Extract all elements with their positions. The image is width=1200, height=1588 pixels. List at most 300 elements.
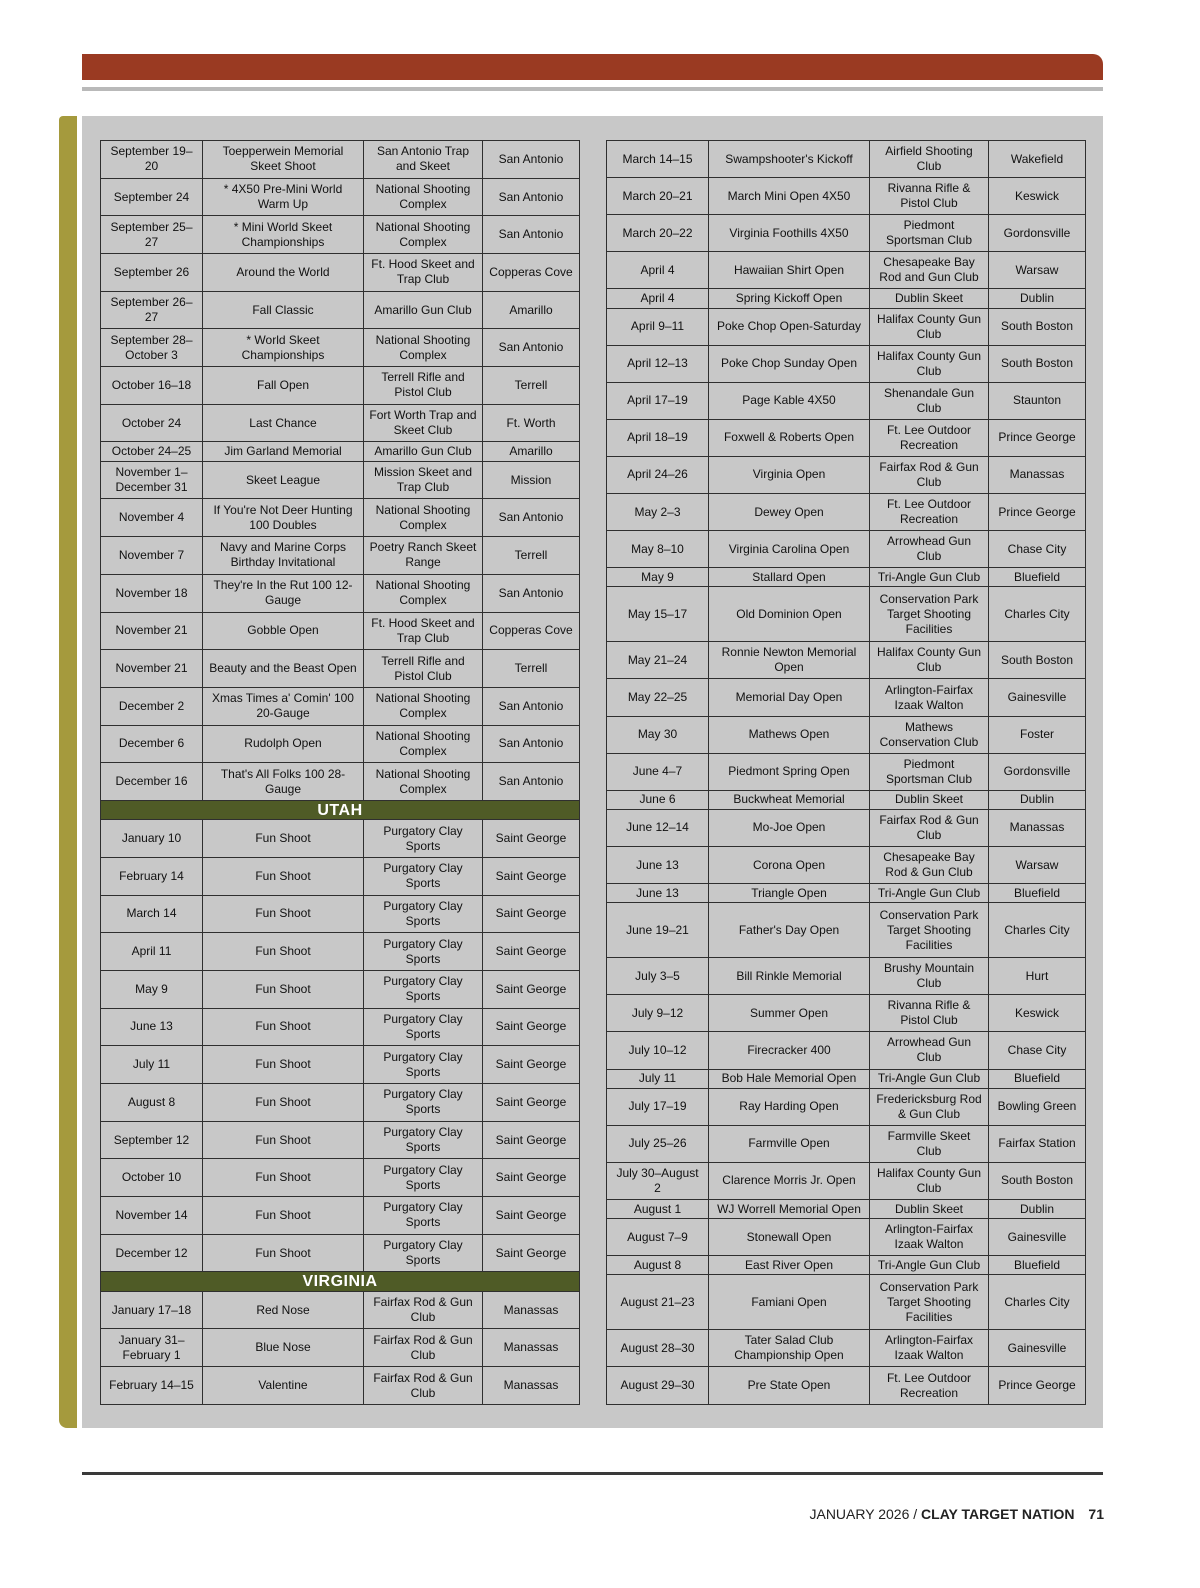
event-date-cell: July 11	[607, 1069, 709, 1088]
event-date-cell: July 3–5	[607, 958, 709, 995]
header-rule	[82, 87, 1103, 91]
schedule-table-left	[100, 140, 580, 1405]
event-event-cell: Fun Shoot	[203, 1197, 364, 1235]
publication-name: CLAY TARGET NATION	[921, 1506, 1075, 1522]
event-city-cell: Warsaw	[989, 846, 1086, 883]
event-club-cell: Purgatory Clay Sports	[364, 1197, 483, 1235]
event-event-cell: Navy and Marine Corps Birthday Invitational	[203, 537, 364, 575]
event-date-cell: April 4	[607, 289, 709, 308]
event-event-cell: Page Kable 4X50	[709, 382, 870, 419]
event-club-cell: Fairfax Rod & Gun Club	[364, 1367, 483, 1405]
event-club-cell: Fairfax Rod & Gun Club	[870, 809, 989, 846]
event-event-cell: Old Dominion Open	[709, 587, 870, 642]
event-club-cell: Halifax County Gun Club	[870, 1162, 989, 1199]
event-club-cell: Purgatory Clay Sports	[364, 1159, 483, 1197]
event-row	[101, 499, 580, 537]
event-row	[101, 933, 580, 971]
event-row	[101, 1008, 580, 1046]
event-event-cell: They're In the Rut 100 12-Gauge	[203, 574, 364, 612]
event-city-cell: Amarillo	[483, 442, 580, 461]
event-club-cell: Piedmont Sportsman Club	[870, 753, 989, 790]
event-club-cell: Chesapeake Bay Rod & Gun Club	[870, 846, 989, 883]
event-date-cell: June 6	[607, 790, 709, 809]
event-event-cell: Fun Shoot	[203, 1159, 364, 1197]
event-row	[607, 456, 1086, 493]
event-row	[607, 1256, 1086, 1275]
event-city-cell: Fairfax Station	[989, 1125, 1086, 1162]
event-row	[101, 329, 580, 367]
event-event-cell: Farmville Open	[709, 1125, 870, 1162]
event-date-cell: March 14	[101, 895, 203, 933]
event-event-cell: Blue Nose	[203, 1329, 364, 1367]
event-club-cell: Fairfax Rod & Gun Club	[364, 1291, 483, 1329]
event-event-cell: Bill Rinkle Memorial	[709, 958, 870, 995]
event-row	[101, 650, 580, 688]
event-city-cell: Copperas Cove	[483, 612, 580, 650]
event-city-cell: Dublin	[989, 1199, 1086, 1218]
event-event-cell: Stonewall Open	[709, 1219, 870, 1256]
event-city-cell: South Boston	[989, 642, 1086, 679]
event-event-cell: Virginia Carolina Open	[709, 531, 870, 568]
event-date-cell: September 25–27	[101, 216, 203, 254]
event-row	[101, 820, 580, 858]
event-club-cell: Tri-Angle Gun Club	[870, 1069, 989, 1088]
event-row	[607, 1219, 1086, 1256]
event-club-cell: National Shooting Complex	[364, 687, 483, 725]
event-event-cell: Fun Shoot	[203, 1008, 364, 1046]
event-city-cell: Saint George	[483, 1008, 580, 1046]
event-row	[101, 1329, 580, 1367]
event-row	[101, 763, 580, 801]
event-date-cell: December 6	[101, 725, 203, 763]
event-city-cell: Prince George	[989, 1367, 1086, 1405]
event-city-cell: Bluefield	[989, 1069, 1086, 1088]
event-event-cell: * World Skeet Championships	[203, 329, 364, 367]
event-event-cell: Red Nose	[203, 1291, 364, 1329]
event-city-cell: Saint George	[483, 1197, 580, 1235]
event-row	[607, 141, 1086, 178]
event-city-cell: Dublin	[989, 289, 1086, 308]
event-club-cell: Halifax County Gun Club	[870, 345, 989, 382]
event-event-cell: If You're Not Deer Hunting 100 Doubles	[203, 499, 364, 537]
event-event-cell: Ronnie Newton Memorial Open	[709, 642, 870, 679]
event-city-cell: Dublin	[989, 790, 1086, 809]
event-date-cell: August 8	[101, 1084, 203, 1122]
event-city-cell: Chase City	[989, 1032, 1086, 1069]
event-event-cell: Poke Chop Open-Saturday	[709, 308, 870, 345]
event-club-cell: Ft. Hood Skeet and Trap Club	[364, 612, 483, 650]
event-city-cell: Bowling Green	[989, 1088, 1086, 1125]
event-row	[607, 1162, 1086, 1199]
event-city-cell: Gordonsville	[989, 215, 1086, 252]
event-club-cell: Terrell Rifle and Pistol Club	[364, 367, 483, 405]
event-date-cell: October 10	[101, 1159, 203, 1197]
event-club-cell: Chesapeake Bay Rod and Gun Club	[870, 252, 989, 289]
event-row	[607, 289, 1086, 308]
event-club-cell: Ft. Hood Skeet and Trap Club	[364, 254, 483, 292]
event-city-cell: Foster	[989, 716, 1086, 753]
event-club-cell: National Shooting Complex	[364, 725, 483, 763]
event-club-cell: Arrowhead Gun Club	[870, 1032, 989, 1069]
event-club-cell: Fredericksburg Rod & Gun Club	[870, 1088, 989, 1125]
event-club-cell: National Shooting Complex	[364, 329, 483, 367]
event-date-cell: November 18	[101, 574, 203, 612]
event-date-cell: June 4–7	[607, 753, 709, 790]
event-date-cell: September 12	[101, 1121, 203, 1159]
event-club-cell: Purgatory Clay Sports	[364, 1008, 483, 1046]
event-city-cell: Gainesville	[989, 1330, 1086, 1367]
event-event-cell: Mo-Joe Open	[709, 809, 870, 846]
event-row	[607, 1367, 1086, 1405]
event-date-cell: February 14–15	[101, 1367, 203, 1405]
event-club-cell: National Shooting Complex	[364, 499, 483, 537]
event-club-cell: Arrowhead Gun Club	[870, 531, 989, 568]
event-club-cell: National Shooting Complex	[364, 178, 483, 216]
event-row	[607, 178, 1086, 215]
event-row	[101, 725, 580, 763]
event-city-cell: Terrell	[483, 367, 580, 405]
event-city-cell: Prince George	[989, 493, 1086, 530]
event-date-cell: September 24	[101, 178, 203, 216]
event-event-cell: Fun Shoot	[203, 1121, 364, 1159]
event-event-cell: Beauty and the Beast Open	[203, 650, 364, 688]
event-city-cell: Bluefield	[989, 568, 1086, 587]
event-date-cell: April 17–19	[607, 382, 709, 419]
event-row	[101, 970, 580, 1008]
event-event-cell: Piedmont Spring Open	[709, 753, 870, 790]
event-date-cell: July 25–26	[607, 1125, 709, 1162]
event-row	[101, 141, 580, 179]
event-date-cell: November 21	[101, 650, 203, 688]
event-date-cell: June 12–14	[607, 809, 709, 846]
event-date-cell: December 12	[101, 1234, 203, 1272]
event-row	[607, 587, 1086, 642]
event-city-cell: Manassas	[989, 456, 1086, 493]
event-club-cell: Halifax County Gun Club	[870, 642, 989, 679]
event-row	[607, 1330, 1086, 1367]
event-row	[607, 419, 1086, 456]
event-date-cell: November 7	[101, 537, 203, 575]
event-event-cell: Hawaiian Shirt Open	[709, 252, 870, 289]
event-city-cell: Prince George	[989, 419, 1086, 456]
event-date-cell: May 30	[607, 716, 709, 753]
event-event-cell: Valentine	[203, 1367, 364, 1405]
event-row	[607, 716, 1086, 753]
event-club-cell: Dublin Skeet	[870, 289, 989, 308]
event-event-cell: Fun Shoot	[203, 1046, 364, 1084]
event-row	[101, 216, 580, 254]
event-city-cell: Terrell	[483, 537, 580, 575]
event-event-cell: Toepperwein Memorial Skeet Shoot	[203, 141, 364, 179]
event-club-cell: Mission Skeet and Trap Club	[364, 461, 483, 499]
event-event-cell: That's All Folks 100 28-Gauge	[203, 763, 364, 801]
event-event-cell: Jim Garland Memorial	[203, 442, 364, 461]
event-date-cell: July 17–19	[607, 1088, 709, 1125]
state-heading: VIRGINIA	[101, 1272, 580, 1291]
event-event-cell: Tater Salad Club Championship Open	[709, 1330, 870, 1367]
event-date-cell: August 7–9	[607, 1219, 709, 1256]
event-row	[607, 493, 1086, 530]
event-row	[607, 903, 1086, 958]
event-date-cell: April 12–13	[607, 345, 709, 382]
event-row	[607, 958, 1086, 995]
event-date-cell: April 24–26	[607, 456, 709, 493]
event-event-cell: Famiani Open	[709, 1275, 870, 1330]
event-row	[607, 252, 1086, 289]
event-city-cell: Keswick	[989, 178, 1086, 215]
event-event-cell: Virginia Foothills 4X50	[709, 215, 870, 252]
event-date-cell: September 19–20	[101, 141, 203, 179]
event-event-cell: Corona Open	[709, 846, 870, 883]
event-city-cell: Charles City	[989, 903, 1086, 958]
event-row	[101, 1291, 580, 1329]
event-club-cell: Arlington-Fairfax Izaak Walton	[870, 679, 989, 716]
event-event-cell: Fun Shoot	[203, 895, 364, 933]
event-club-cell: Mathews Conservation Club	[870, 716, 989, 753]
event-date-cell: July 10–12	[607, 1032, 709, 1069]
event-row	[101, 537, 580, 575]
event-date-cell: April 11	[101, 933, 203, 971]
event-row	[607, 382, 1086, 419]
event-city-cell: Mission	[483, 461, 580, 499]
event-date-cell: May 9	[607, 568, 709, 587]
event-date-cell: March 14–15	[607, 141, 709, 178]
event-row	[607, 345, 1086, 382]
state-header-row	[101, 1272, 580, 1291]
event-club-cell: Purgatory Clay Sports	[364, 1084, 483, 1122]
event-date-cell: June 13	[607, 884, 709, 903]
event-row	[101, 442, 580, 461]
event-city-cell: San Antonio	[483, 141, 580, 179]
event-row	[607, 1199, 1086, 1218]
event-club-cell: Arlington-Fairfax Izaak Walton	[870, 1219, 989, 1256]
event-event-cell: Stallard Open	[709, 568, 870, 587]
event-row	[607, 1069, 1086, 1088]
event-date-cell: August 8	[607, 1256, 709, 1275]
event-date-cell: October 24–25	[101, 442, 203, 461]
event-club-cell: Fairfax Rod & Gun Club	[870, 456, 989, 493]
event-event-cell: Gobble Open	[203, 612, 364, 650]
event-date-cell: January 31–February 1	[101, 1329, 203, 1367]
schedule-table-right	[606, 140, 1086, 1405]
event-event-cell: Fun Shoot	[203, 1084, 364, 1122]
event-date-cell: May 21–24	[607, 642, 709, 679]
event-event-cell: Clarence Morris Jr. Open	[709, 1162, 870, 1199]
event-event-cell: Skeet League	[203, 461, 364, 499]
event-event-cell: Fun Shoot	[203, 970, 364, 1008]
event-club-cell: Tri-Angle Gun Club	[870, 1256, 989, 1275]
event-city-cell: Manassas	[483, 1329, 580, 1367]
event-city-cell: Saint George	[483, 1084, 580, 1122]
event-event-cell: Father's Day Open	[709, 903, 870, 958]
event-city-cell: Saint George	[483, 1121, 580, 1159]
event-city-cell: Gainesville	[989, 679, 1086, 716]
event-city-cell: San Antonio	[483, 763, 580, 801]
event-event-cell: Ray Harding Open	[709, 1088, 870, 1125]
issue-date: JANUARY 2026	[809, 1506, 910, 1522]
event-club-cell: Shenandale Gun Club	[870, 382, 989, 419]
event-city-cell: Amarillo	[483, 291, 580, 329]
event-date-cell: May 8–10	[607, 531, 709, 568]
event-date-cell: February 14	[101, 857, 203, 895]
event-row	[101, 178, 580, 216]
event-club-cell: Poetry Ranch Skeet Range	[364, 537, 483, 575]
event-date-cell: September 28–October 3	[101, 329, 203, 367]
event-city-cell: Manassas	[483, 1367, 580, 1405]
event-event-cell: Triangle Open	[709, 884, 870, 903]
state-header-row	[101, 800, 580, 819]
event-row	[101, 1046, 580, 1084]
event-row	[101, 254, 580, 292]
page-number: 71	[1088, 1506, 1104, 1522]
event-city-cell: Charles City	[989, 1275, 1086, 1330]
event-row	[101, 1159, 580, 1197]
event-date-cell: January 17–18	[101, 1291, 203, 1329]
event-club-cell: Fort Worth Trap and Skeet Club	[364, 404, 483, 442]
event-row	[607, 846, 1086, 883]
event-city-cell: Warsaw	[989, 252, 1086, 289]
event-club-cell: National Shooting Complex	[364, 763, 483, 801]
event-date-cell: July 11	[101, 1046, 203, 1084]
event-date-cell: April 4	[607, 252, 709, 289]
event-row	[101, 1121, 580, 1159]
event-row	[101, 895, 580, 933]
event-row	[101, 404, 580, 442]
event-row	[607, 568, 1086, 587]
event-club-cell: Rivanna Rifle & Pistol Club	[870, 178, 989, 215]
event-city-cell: San Antonio	[483, 687, 580, 725]
event-club-cell: Conservation Park Target Shooting Facilities	[870, 587, 989, 642]
event-event-cell: Summer Open	[709, 995, 870, 1032]
event-date-cell: May 9	[101, 970, 203, 1008]
event-club-cell: National Shooting Complex	[364, 574, 483, 612]
event-date-cell: March 20–22	[607, 215, 709, 252]
event-city-cell: Charles City	[989, 587, 1086, 642]
event-city-cell: Staunton	[989, 382, 1086, 419]
event-event-cell: Foxwell & Roberts Open	[709, 419, 870, 456]
event-city-cell: Hurt	[989, 958, 1086, 995]
event-city-cell: San Antonio	[483, 216, 580, 254]
event-date-cell: September 26	[101, 254, 203, 292]
event-row	[607, 1275, 1086, 1330]
event-city-cell: Saint George	[483, 1159, 580, 1197]
event-event-cell: * Mini World Skeet Championships	[203, 216, 364, 254]
event-club-cell: National Shooting Complex	[364, 216, 483, 254]
event-club-cell: Purgatory Clay Sports	[364, 1046, 483, 1084]
event-date-cell: August 28–30	[607, 1330, 709, 1367]
event-date-cell: May 22–25	[607, 679, 709, 716]
event-event-cell: Memorial Day Open	[709, 679, 870, 716]
event-event-cell: Poke Chop Sunday Open	[709, 345, 870, 382]
event-row	[607, 884, 1086, 903]
event-club-cell: Purgatory Clay Sports	[364, 970, 483, 1008]
event-date-cell: November 21	[101, 612, 203, 650]
event-event-cell: Fun Shoot	[203, 857, 364, 895]
event-event-cell: Virginia Open	[709, 456, 870, 493]
state-heading: UTAH	[101, 800, 580, 819]
event-date-cell: August 29–30	[607, 1367, 709, 1405]
event-date-cell: November 1–December 31	[101, 461, 203, 499]
event-club-cell: Ft. Lee Outdoor Recreation	[870, 1367, 989, 1405]
event-city-cell: Manassas	[483, 1291, 580, 1329]
event-row	[101, 1197, 580, 1235]
event-date-cell: May 15–17	[607, 587, 709, 642]
footer-separator: /	[913, 1506, 918, 1522]
event-event-cell: Last Chance	[203, 404, 364, 442]
event-date-cell: September 26–27	[101, 291, 203, 329]
event-date-cell: December 16	[101, 763, 203, 801]
event-row	[101, 612, 580, 650]
event-club-cell: Purgatory Clay Sports	[364, 895, 483, 933]
event-row	[101, 687, 580, 725]
event-event-cell: Xmas Times a' Comin' 100 20-Gauge	[203, 687, 364, 725]
side-accent-stripe	[59, 116, 77, 1428]
event-club-cell: Dublin Skeet	[870, 1199, 989, 1218]
event-date-cell: July 30–August 2	[607, 1162, 709, 1199]
event-club-cell: Fairfax Rod & Gun Club	[364, 1329, 483, 1367]
event-city-cell: Saint George	[483, 857, 580, 895]
event-club-cell: Brushy Mountain Club	[870, 958, 989, 995]
event-event-cell: Fall Classic	[203, 291, 364, 329]
event-club-cell: Dublin Skeet	[870, 790, 989, 809]
event-row	[101, 291, 580, 329]
event-city-cell: San Antonio	[483, 178, 580, 216]
event-event-cell: Firecracker 400	[709, 1032, 870, 1069]
footer-rule	[82, 1472, 1103, 1475]
event-event-cell: Pre State Open	[709, 1367, 870, 1405]
event-club-cell: Purgatory Clay Sports	[364, 1121, 483, 1159]
event-club-cell: Ft. Lee Outdoor Recreation	[870, 493, 989, 530]
event-row	[607, 308, 1086, 345]
event-city-cell: Saint George	[483, 970, 580, 1008]
event-club-cell: Purgatory Clay Sports	[364, 820, 483, 858]
event-date-cell: May 2–3	[607, 493, 709, 530]
event-date-cell: December 2	[101, 687, 203, 725]
event-row	[607, 809, 1086, 846]
event-city-cell: Saint George	[483, 1046, 580, 1084]
event-city-cell: Saint George	[483, 1234, 580, 1272]
event-event-cell: WJ Worrell Memorial Open	[709, 1199, 870, 1218]
event-event-cell: Swampshooter's Kickoff	[709, 141, 870, 178]
event-date-cell: August 21–23	[607, 1275, 709, 1330]
event-city-cell: Keswick	[989, 995, 1086, 1032]
page-footer	[809, 1506, 1104, 1522]
event-event-cell: Fun Shoot	[203, 933, 364, 971]
event-city-cell: Copperas Cove	[483, 254, 580, 292]
event-row	[101, 574, 580, 612]
event-city-cell: Bluefield	[989, 884, 1086, 903]
event-club-cell: Farmville Skeet Club	[870, 1125, 989, 1162]
event-city-cell: South Boston	[989, 308, 1086, 345]
event-row	[101, 1084, 580, 1122]
event-event-cell: Bob Hale Memorial Open	[709, 1069, 870, 1088]
event-city-cell: Saint George	[483, 895, 580, 933]
event-event-cell: Around the World	[203, 254, 364, 292]
event-club-cell: Purgatory Clay Sports	[364, 933, 483, 971]
event-row	[101, 461, 580, 499]
event-date-cell: June 13	[101, 1008, 203, 1046]
event-club-cell: Rivanna Rifle & Pistol Club	[870, 995, 989, 1032]
event-city-cell: South Boston	[989, 345, 1086, 382]
event-event-cell: Spring Kickoff Open	[709, 289, 870, 308]
event-city-cell: Manassas	[989, 809, 1086, 846]
event-date-cell: June 13	[607, 846, 709, 883]
event-date-cell: November 14	[101, 1197, 203, 1235]
event-city-cell: Wakefield	[989, 141, 1086, 178]
event-row	[101, 1367, 580, 1405]
event-date-cell: October 16–18	[101, 367, 203, 405]
event-city-cell: Saint George	[483, 820, 580, 858]
